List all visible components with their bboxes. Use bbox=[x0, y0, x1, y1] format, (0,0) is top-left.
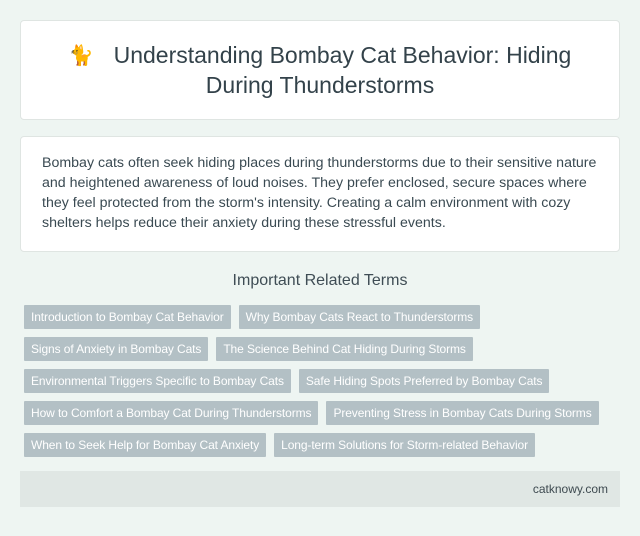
term-tag[interactable]: Safe Hiding Spots Preferred by Bombay Cats bbox=[299, 369, 550, 393]
page-title-text: Understanding Bombay Cat Behavior: Hiding During Thunderstorms bbox=[113, 41, 572, 98]
terms-row bbox=[24, 337, 624, 361]
term-tag[interactable]: How to Comfort a Bombay Cat During Thunderstorms bbox=[24, 401, 318, 425]
title-card bbox=[20, 20, 620, 120]
site-link[interactable]: catknowy.com bbox=[532, 482, 608, 496]
term-tag[interactable]: Signs of Anxiety in Bombay Cats bbox=[24, 337, 208, 361]
term-tag[interactable]: When to Seek Help for Bombay Cat Anxiety bbox=[24, 433, 266, 457]
term-tag[interactable]: The Science Behind Cat Hiding During Storms bbox=[216, 337, 473, 361]
page-title bbox=[51, 41, 589, 100]
description-card bbox=[20, 136, 620, 252]
term-tag[interactable]: Long-term Solutions for Storm-related Behavior bbox=[274, 433, 535, 457]
term-tag[interactable]: Why Bombay Cats React to Thunderstorms bbox=[239, 305, 480, 329]
terms-row bbox=[24, 305, 624, 329]
terms-row bbox=[24, 401, 624, 425]
related-terms-list bbox=[24, 305, 624, 465]
term-tag[interactable]: Preventing Stress in Bombay Cats During Storms bbox=[326, 401, 598, 425]
cat-icon: 🐈 bbox=[68, 44, 94, 67]
term-tag[interactable]: Introduction to Bombay Cat Behavior bbox=[24, 305, 231, 329]
related-terms-heading: Important Related Terms bbox=[232, 272, 408, 289]
footer bbox=[20, 471, 620, 507]
description-text: Bombay cats often seek hiding places during thunderstorms due to their sensitive nature and heightened awareness of loud noises. They prefer enclosed, secure spaces where they feel protected from the storm's intensity. Creating a calm environment with cozy shelters helps reduce their anxiety during these stressful events. bbox=[42, 155, 597, 231]
terms-row bbox=[24, 433, 624, 457]
term-tag[interactable]: Environmental Triggers Specific to Bombay Cats bbox=[24, 369, 291, 393]
terms-row bbox=[24, 369, 624, 393]
